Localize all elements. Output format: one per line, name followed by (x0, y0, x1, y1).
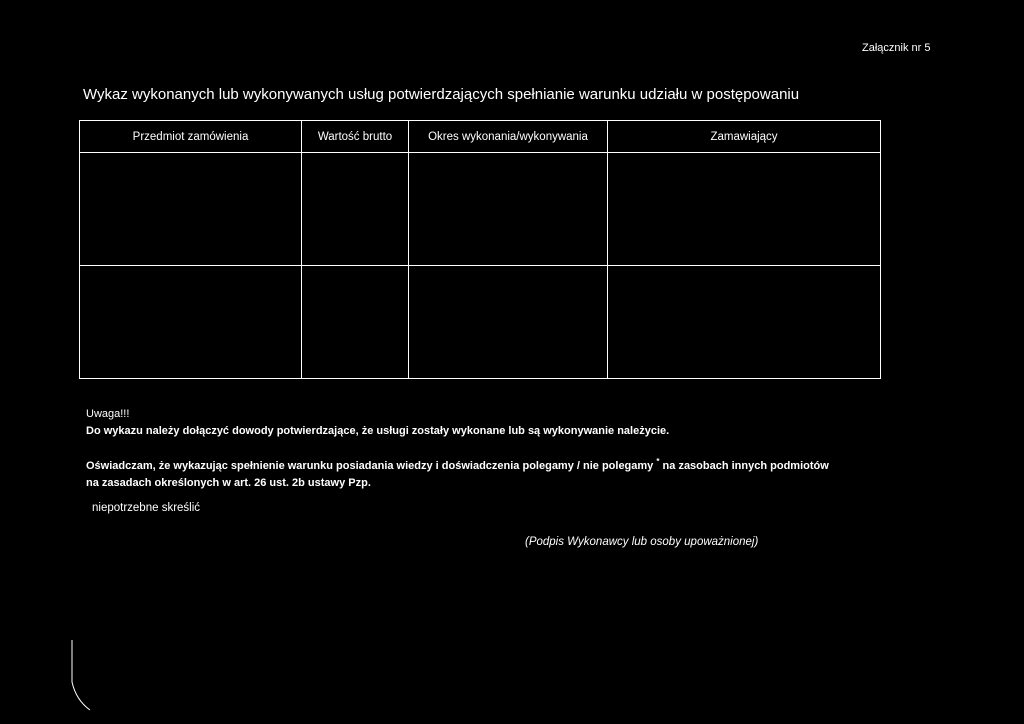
declaration-line-2: na zasadach określonych w art. 26 ust. 2b ustawy Pzp. (86, 477, 371, 489)
declaration-text-part2: na zasobach innych podmiotów (662, 460, 829, 472)
column-header-gross-value: Wartość brutto (302, 121, 409, 153)
table-cell[interactable] (302, 266, 409, 379)
column-header-period: Okres wykonania/wykonywania (409, 121, 608, 153)
warning-text: Do wykazu należy dołączyć dowody potwierdzające, że usługi zostały wykonane lub są wykonywanie należycie. (86, 425, 670, 437)
table-row (80, 153, 881, 266)
services-table (79, 120, 881, 379)
table-cell[interactable] (80, 266, 302, 379)
table-cell[interactable] (608, 153, 881, 266)
declaration-footnote-marker: * (656, 457, 660, 466)
declaration-text-part1: Oświadczam, że wykazując spełnienie warunku posiadania wiedzy i doświadczenia polegamy / nie polegamy (86, 460, 654, 472)
table-cell[interactable] (80, 153, 302, 266)
attachment-label: Załącznik nr 5 (862, 42, 931, 54)
column-header-client: Zamawiający (608, 121, 881, 153)
document-title: Wykaz wykonanych lub wykonywanych usług potwierdzających spełnianie warunku udziału w postępowaniu (83, 86, 800, 103)
table-cell[interactable] (608, 266, 881, 379)
signature-caption: (Podpis Wykonawcy lub osoby upoważnionej) (525, 536, 759, 548)
declaration-line-1 (86, 457, 829, 472)
scan-mark-icon (66, 638, 106, 712)
footnote: niepotrzebne skreślić (92, 502, 201, 514)
warning-title: Uwaga!!! (86, 408, 130, 420)
table-header-row (80, 121, 881, 153)
table-cell[interactable] (409, 266, 608, 379)
table-row (80, 266, 881, 379)
table-cell[interactable] (302, 153, 409, 266)
table-cell[interactable] (409, 153, 608, 266)
column-header-subject: Przedmiot zamówienia (80, 121, 302, 153)
